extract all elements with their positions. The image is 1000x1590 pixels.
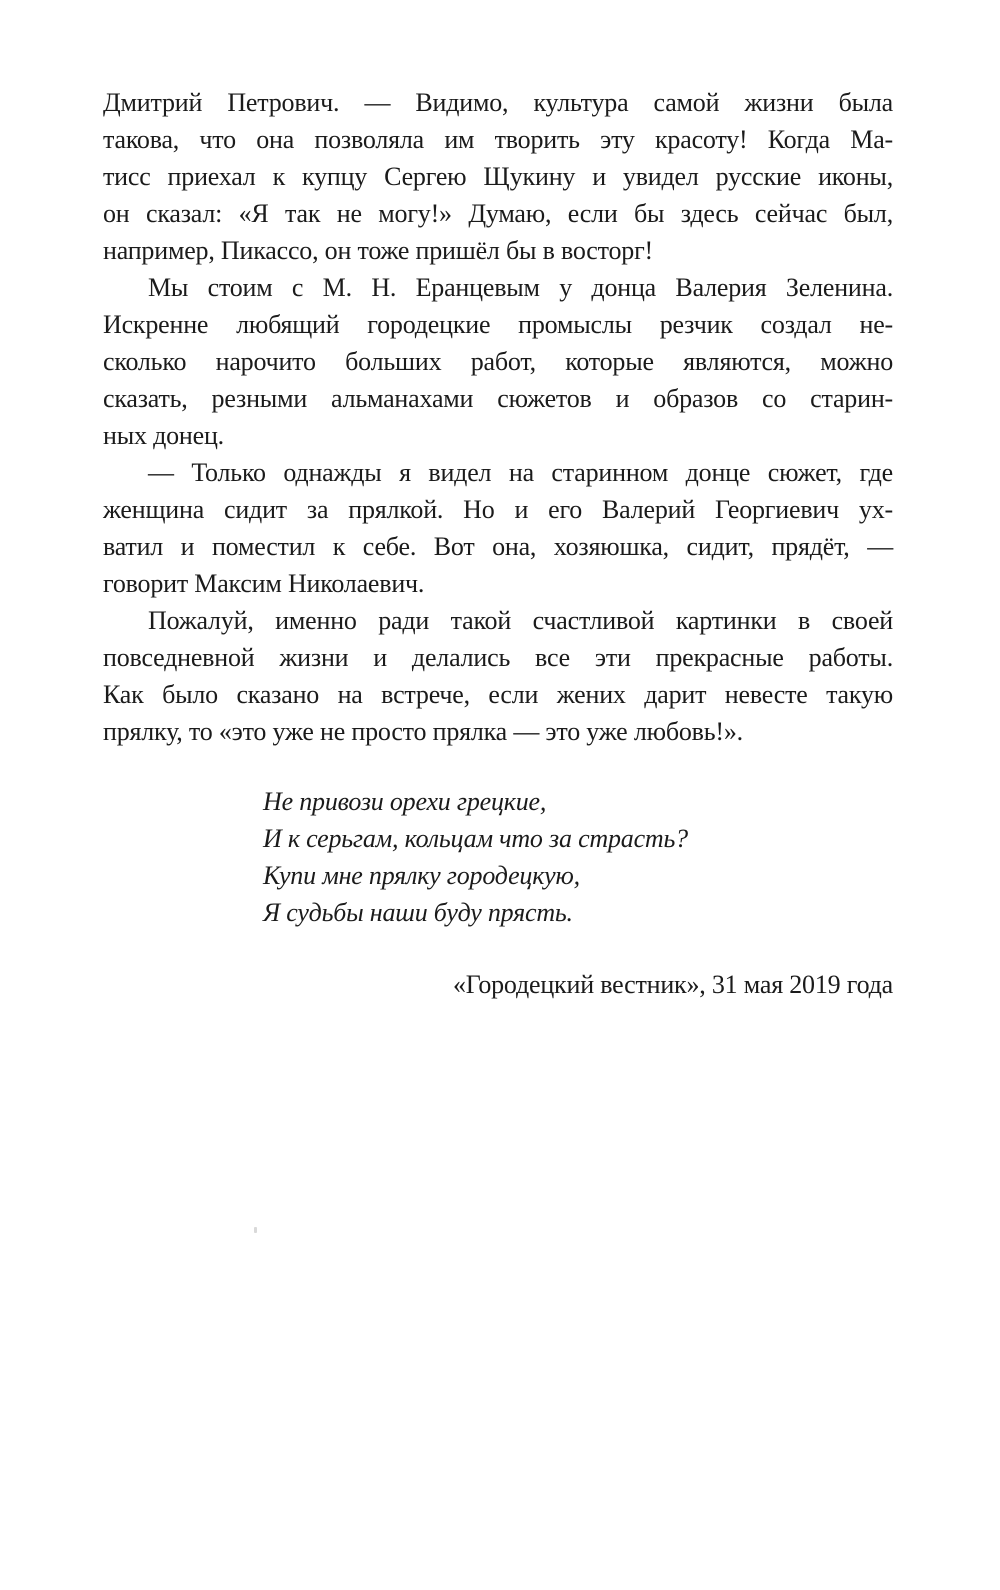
scan-artifact xyxy=(254,1227,257,1233)
text-line: например, Пикассо, он тоже пришёл бы в восторг! xyxy=(103,236,653,265)
poem-line: Купи мне прялку городецкую, xyxy=(263,861,580,890)
poem-line: И к серьгам, кольцам что за страсть? xyxy=(263,824,688,853)
text-line: тисс приехал к купцу Сергею Щукину и увидел русские иконы, xyxy=(103,162,893,191)
text-line: повседневной жизни и делались все эти прекрасные работы. xyxy=(103,643,893,672)
text-line: сказать, резными альманахами сюжетов и образов со старин- xyxy=(103,384,893,413)
text-line: сколько нарочито больших работ, которые являются, можно xyxy=(103,347,893,376)
poem-line: Я судьбы наши буду прясть. xyxy=(263,898,573,927)
text-line: — Только однажды я видел на старинном донце сюжет, где xyxy=(148,458,893,487)
text-line: ватил и поместил к себе. Вот она, хозяюшка, сидит, прядёт, — xyxy=(103,532,893,561)
text-line: Мы стоим с М. Н. Еранцевым у донца Валерия Зеленина. xyxy=(148,273,893,302)
source-attribution: «Городецкий вестник», 31 мая 2019 года xyxy=(452,970,893,999)
text-line: ных донец. xyxy=(103,421,224,450)
text-line: он сказал: «Я так не могу!» Думаю, если бы здесь сейчас был, xyxy=(103,199,893,228)
text-line: такова, что она позволяла им творить эту красоту! Когда Ма- xyxy=(103,125,893,154)
text-line: прялку, то «это уже не просто прялка — это уже любовь!». xyxy=(103,717,743,746)
text-line: говорит Максим Николаевич. xyxy=(103,569,425,598)
paragraph xyxy=(103,84,893,269)
poem-line: Не привози орехи грецкие, xyxy=(263,787,547,816)
paragraph xyxy=(103,602,893,750)
main-text-block xyxy=(103,84,893,750)
text-line: Искренне любящий городецкие промыслы резчик создал не- xyxy=(103,310,893,339)
text-line: женщина сидит за прялкой. Но и его Валерий Георгиевич ух- xyxy=(103,495,893,524)
poem-block xyxy=(263,783,688,931)
paragraph xyxy=(103,454,893,602)
text-line: Дмитрий Петрович. — Видимо, культура самой жизни была xyxy=(103,88,893,117)
text-line: Пожалуй, именно ради такой счастливой картинки в своей xyxy=(148,606,893,635)
paragraph xyxy=(103,269,893,454)
text-line: Как было сказано на встрече, если жених дарит невесте такую xyxy=(103,680,893,709)
